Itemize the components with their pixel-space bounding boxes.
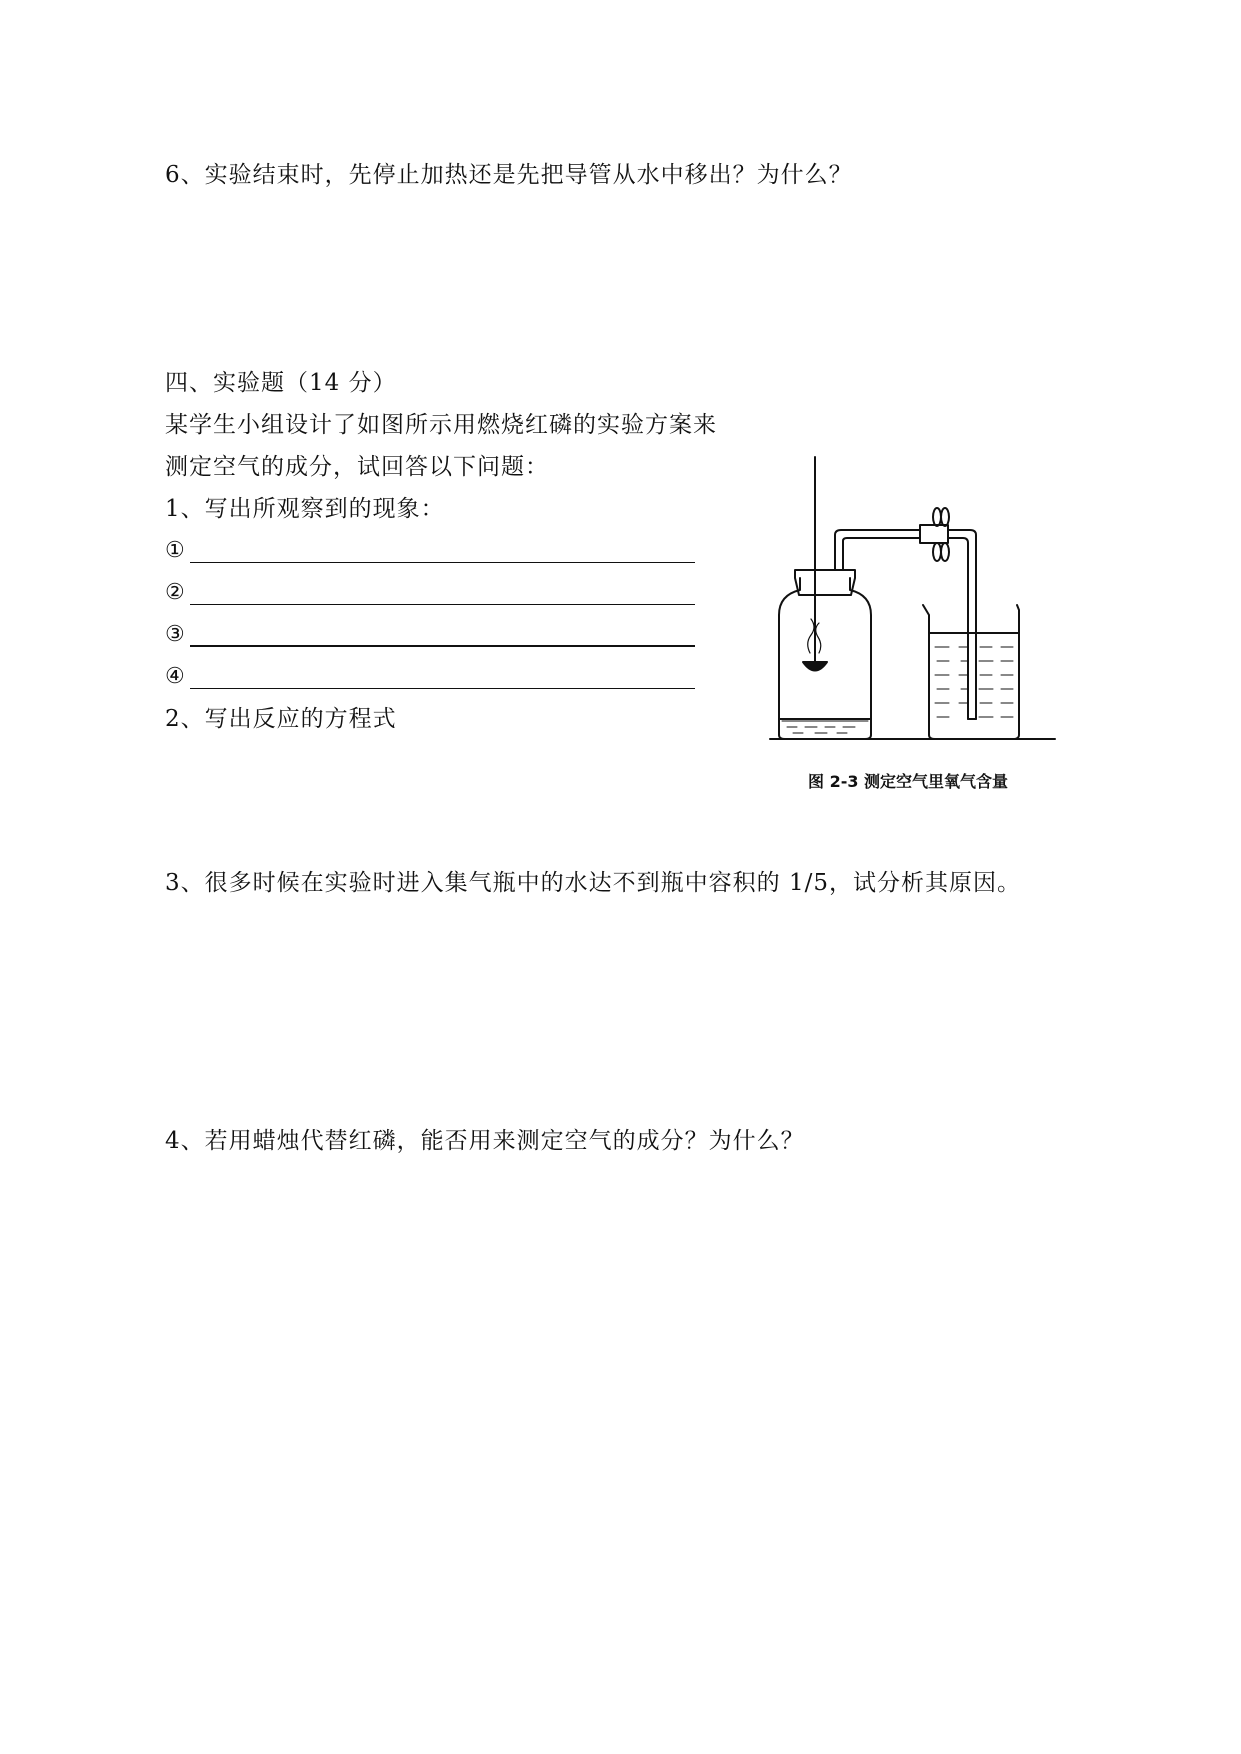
stopper	[795, 570, 855, 595]
answer-blank-4[interactable]	[165, 662, 695, 692]
answer-blank-1[interactable]	[165, 536, 695, 566]
collecting-bottle	[779, 578, 871, 739]
intro-line-2: 测定空气的成分，试回答以下问题：	[165, 454, 549, 480]
blank-mark-2: ②	[165, 580, 185, 605]
spring-clamp	[920, 525, 948, 543]
q2-text: 2、写出反应的方程式	[165, 706, 397, 732]
q6-text: 6、实验结束时，先停止加热还是先把导管从水中移出？为什么？	[165, 162, 853, 188]
answer-blank-2[interactable]	[165, 578, 695, 608]
delivery-tube	[835, 530, 976, 719]
q4-text: 4、若用蜡烛代替红磷，能否用来测定空气的成分？为什么？	[165, 1128, 805, 1154]
blank-line-2	[190, 604, 695, 605]
intro-line-1: 某学生小组设计了如图所示用燃烧红磷的实验方案来	[165, 412, 717, 438]
combustion-spoon	[803, 662, 827, 671]
figure-caption: 图 2-3 测定空气里氧气含量	[808, 772, 1009, 791]
q3-text: 3、很多时候在实验时进入集气瓶中的水达不到瓶中容积的 1/5，试分析其原因。	[165, 870, 1021, 896]
blank-line-3	[190, 645, 695, 647]
blank-mark-4: ④	[165, 664, 185, 689]
blank-mark-1: ①	[165, 538, 185, 563]
blank-line-1	[190, 562, 695, 563]
section-title: 四、实验题（14 分）	[165, 370, 397, 396]
q1-text: 1、写出所观察到的现象：	[165, 496, 445, 522]
blank-line-4	[190, 688, 695, 689]
apparatus-figure	[765, 455, 1065, 795]
blank-mark-3: ③	[165, 622, 185, 647]
answer-blank-3[interactable]	[165, 620, 695, 650]
